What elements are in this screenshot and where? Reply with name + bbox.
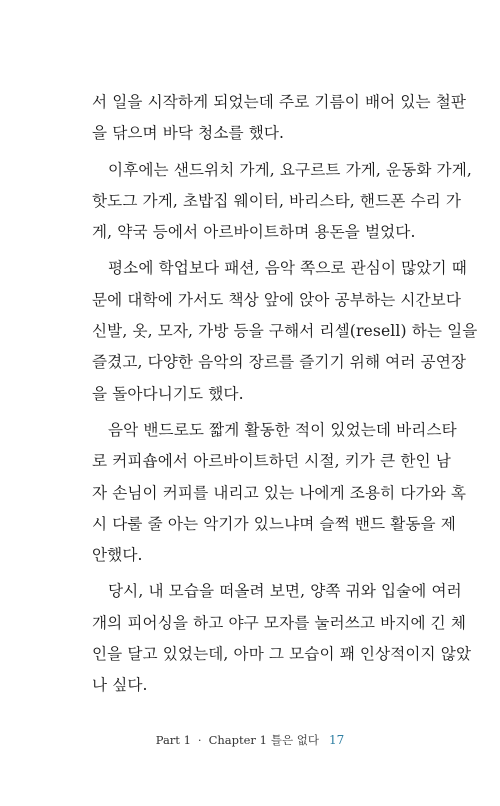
text-line: 을 돌아다니기도 했다.: [92, 384, 244, 403]
text-line: 나 싶다.: [92, 676, 148, 695]
text-line: 인을 달고 있었는데, 아마 그 모습이 꽤 인상적이지 않았: [92, 645, 472, 664]
text-line: 자 손님이 커피를 내리고 있는 나에게 조용히 다가와 혹: [92, 483, 467, 502]
text-line: 개의 피어싱을 하고 야구 모자를 눌러쓰고 바지에 긴 체: [92, 613, 467, 632]
text-line: 핫도그 가게, 초밥집 웨이터, 바리스타, 핸드폰 수리 가: [92, 191, 462, 210]
text-line: 게, 약국 등에서 아르바이트하며 용돈을 벌었다.: [92, 223, 416, 242]
text-line: 문에 대학에 가서도 책상 앞에 앉아 공부하는 시간보다: [92, 290, 461, 309]
footer-chapter: Chapter 1: [208, 733, 267, 747]
paragraph: [92, 415, 467, 571]
page-number: 17: [328, 733, 345, 747]
footer-separator: ·: [197, 733, 202, 747]
text-line: 안했다.: [92, 546, 143, 565]
footer-part: Part 1: [155, 733, 191, 747]
paragraph: [92, 576, 472, 701]
text-line: 음악 밴드로도 짧게 활동한 적이 있었는데 바리스타: [108, 420, 457, 439]
text-line: 로 커피숍에서 아르바이트하던 시절, 키가 큰 한인 남: [92, 452, 451, 471]
paragraph: [92, 87, 467, 150]
page-footer: [0, 732, 500, 748]
body-text: [92, 87, 478, 707]
text-line: 평소에 학업보다 패션, 음악 쪽으로 관심이 많았기 때: [108, 259, 467, 278]
paragraph: [92, 253, 478, 409]
text-line: 시 다룰 줄 아는 악기가 있느냐며 슬쩍 밴드 활동을 제: [92, 514, 456, 533]
text-line: 즐겼고, 다양한 음악의 장르를 즐기기 위해 여러 공연장: [92, 353, 467, 372]
footer-chapter-title: 틀은 없다: [270, 733, 319, 747]
text-line: 신발, 옷, 모자, 가방 등을 구해서 리셀(resell) 하는 일을: [92, 322, 478, 341]
text-line: 당시, 내 모습을 떠올려 보면, 양쪽 귀와 입술에 여러: [108, 582, 462, 601]
paragraph: [92, 155, 472, 249]
text-line: 서 일을 시작하게 되었는데 주로 기름이 배어 있는 철판: [92, 93, 467, 111]
text-line: 이후에는 샌드위치 가게, 요구르트 가게, 운동화 가게,: [108, 160, 472, 179]
text-line: 을 닦으며 바닥 청소를 했다.: [92, 124, 285, 143]
